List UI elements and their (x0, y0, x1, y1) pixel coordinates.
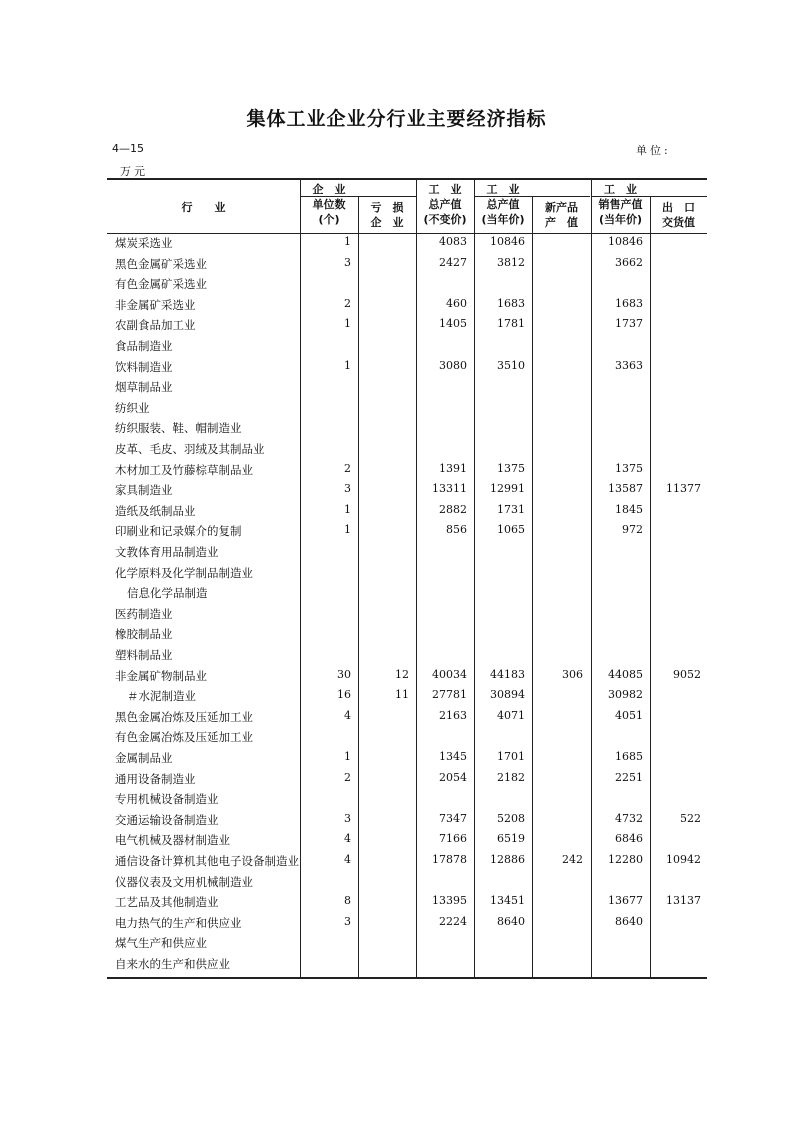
table-cell: 2 (344, 770, 351, 784)
industry-name: 电力热气的生产和供应业 (115, 915, 242, 930)
table-cell: 1405 (439, 317, 467, 331)
table-cell: 2 (344, 296, 351, 310)
header-industry-label: 行 业 (181, 201, 226, 214)
header-text: 企 业 (312, 183, 346, 196)
table-cell: 44085 (608, 667, 643, 681)
table-cell: 1 (344, 750, 351, 763)
table-cell: 2224 (439, 914, 467, 928)
table-row (0, 400, 793, 420)
unit-value: 万元 (120, 165, 148, 178)
table-cell: 12 (395, 667, 409, 681)
header-output-current (474, 182, 532, 227)
table-cell: 2427 (439, 255, 467, 269)
table-row (0, 544, 793, 564)
header-text: 工 业 (604, 183, 637, 196)
industry-name: 非金属矿物制品业 (115, 668, 207, 683)
table-cell: 2054 (439, 770, 467, 784)
table-cell: 2163 (439, 708, 467, 722)
table-cell: 4 (344, 853, 351, 866)
industry-name: 塑料制品业 (115, 648, 173, 662)
table-row (0, 565, 793, 585)
table-cell: 4051 (615, 708, 643, 722)
industry-name: 通信设备计算机其他电子设备制造业 (115, 854, 299, 868)
table-cell: 40034 (432, 667, 467, 681)
table-cell: 4 (344, 832, 351, 846)
table-cell: 12991 (490, 482, 525, 496)
industry-name: ＃水泥制造业 (127, 689, 196, 704)
header-text: 产 值 (545, 216, 578, 229)
table-row (0, 626, 793, 646)
table-row (0, 771, 793, 791)
industry-name: 印刷业和记录媒介的复制 (115, 524, 242, 539)
table-cell: 4732 (615, 811, 643, 825)
table-cell: 12886 (490, 853, 525, 866)
header-industry (107, 200, 300, 215)
industry-name: 交通运输设备制造业 (115, 812, 219, 827)
table-cell: 460 (446, 296, 467, 310)
industry-name: 自来水的生产和供应业 (115, 957, 230, 971)
table-cell: 1 (344, 523, 351, 537)
table-cell: 3363 (615, 358, 643, 372)
table-row (0, 791, 793, 811)
table-cell: 2251 (615, 770, 643, 784)
header-new-product (532, 200, 591, 230)
table-row (0, 420, 793, 440)
table-cell: 1 (344, 502, 351, 516)
table-cell: 30982 (608, 688, 643, 702)
table-row (0, 668, 793, 688)
industry-name: 文教体育用品制造业 (115, 545, 219, 559)
table-row (0, 894, 793, 914)
industry-name: 造纸及纸制品业 (115, 503, 196, 518)
table-row (0, 709, 793, 729)
header-text: (个) (318, 213, 340, 226)
industry-name: 黑色金属矿采选业 (115, 256, 207, 271)
table-cell: 10846 (490, 235, 525, 248)
table-row (0, 276, 793, 296)
table-cell: 3080 (439, 358, 467, 372)
industry-name: 食品制造业 (115, 339, 173, 353)
table-cell: 2182 (497, 770, 525, 784)
table-cell: 9052 (673, 667, 701, 681)
table-row (0, 688, 793, 708)
header-text: (当年价) (481, 213, 525, 226)
table-cell: 1065 (497, 523, 525, 537)
table-row (0, 729, 793, 749)
industry-name: 饮料制造业 (115, 359, 173, 374)
table-cell: 306 (562, 667, 583, 681)
table-cell: 522 (680, 811, 701, 825)
table-row (0, 379, 793, 399)
industry-name: 信息化学品制造 (127, 586, 208, 601)
table-cell: 1 (344, 358, 351, 372)
table-cell: 13677 (608, 894, 643, 908)
unit-label: 单位: (636, 144, 671, 157)
page-title: 集体工业企业分行业主要经济指标 (246, 108, 547, 130)
table-cell: 11 (395, 688, 409, 702)
table-row (0, 853, 793, 873)
table-cell: 6846 (615, 832, 643, 846)
table-cell: 2 (344, 461, 351, 475)
table-cell: 3662 (615, 255, 643, 269)
table-cell: 1391 (439, 461, 467, 475)
header-text: 单位数 (312, 198, 346, 211)
table-cell: 13395 (432, 894, 467, 908)
industry-name: 橡胶制品业 (115, 627, 173, 642)
table-cell: 1 (344, 317, 351, 331)
header-text: (当年价) (598, 213, 643, 226)
table-cell: 3510 (497, 358, 525, 372)
table-row (0, 935, 793, 955)
industry-name: 农副食品加工业 (115, 318, 196, 333)
table-cell: 972 (622, 523, 643, 537)
table-cell: 30 (337, 667, 351, 681)
table-row (0, 297, 793, 317)
industry-name: 仪器仪表及文用机械制造业 (115, 874, 253, 889)
industry-name: 木材加工及竹藤棕草制品业 (115, 462, 253, 477)
table-row (0, 832, 793, 852)
table-cell: 8640 (497, 914, 525, 928)
table-row (0, 359, 793, 379)
industry-name: 工艺品及其他制造业 (115, 895, 219, 910)
table-cell: 13451 (490, 894, 525, 908)
table-cell: 3 (344, 255, 351, 269)
header-bottom-rule (107, 233, 707, 234)
table-cell: 7347 (439, 811, 467, 825)
table-cell: 5208 (497, 811, 525, 825)
table-cell: 13311 (432, 482, 467, 496)
table-row (0, 585, 793, 605)
table-cell: 856 (446, 523, 467, 537)
table-row (0, 503, 793, 523)
table-cell: 3 (344, 482, 351, 496)
table-cell: 1701 (497, 750, 525, 763)
table-cell: 4071 (497, 708, 525, 722)
industry-name: 医药制造业 (115, 606, 173, 621)
table-row (0, 606, 793, 626)
table-cell: 10942 (666, 853, 701, 866)
table-row (0, 956, 793, 976)
table-row (0, 915, 793, 935)
header-text: 工 业 (428, 183, 462, 196)
table-row (0, 338, 793, 358)
industry-name: 电气机械及器材制造业 (115, 833, 230, 848)
industry-name: 非金属矿采选业 (115, 297, 196, 312)
industry-name: 化学原料及化学制品制造业 (115, 565, 253, 580)
table-cell: 1731 (497, 502, 525, 516)
header-output-constant (416, 182, 474, 227)
header-text: 亏 损 (370, 201, 404, 214)
header-text: 总产值 (428, 198, 462, 211)
table-cell: 1 (344, 235, 351, 248)
table-cell: 10846 (608, 235, 643, 248)
table-cell: 2882 (439, 502, 467, 516)
table-cell: 1781 (497, 317, 525, 331)
table-row (0, 523, 793, 543)
industry-name: 煤气生产和供应业 (115, 936, 207, 951)
industry-name: 金属制品业 (115, 751, 173, 765)
table-row (0, 462, 793, 482)
table-cell: 1685 (615, 750, 643, 763)
table-cell: 13587 (608, 482, 643, 496)
industry-name: 有色金属矿采选业 (115, 277, 207, 292)
table-cell: 44183 (490, 667, 525, 681)
table-row (0, 812, 793, 832)
table-cell: 3 (344, 914, 351, 928)
table-cell: 27781 (432, 688, 467, 702)
industry-name: 纺织服装、鞋、帽制造业 (115, 421, 242, 436)
table-number: 4—15 (112, 142, 144, 155)
industry-name: 黑色金属冶炼及压延加工业 (115, 709, 253, 724)
table-row (0, 750, 793, 770)
header-text: 新产品 (545, 201, 578, 214)
table-cell: 1683 (497, 296, 525, 310)
table-cell: 17878 (432, 853, 467, 866)
header-export (650, 200, 707, 230)
table-cell: 16 (337, 688, 351, 702)
header-text: 交货值 (662, 216, 695, 229)
table-row (0, 317, 793, 337)
table-cell: 3812 (497, 255, 525, 269)
table-cell: 242 (562, 853, 583, 866)
header-loss-enterprises (358, 200, 416, 230)
header-text: (不变价) (423, 213, 467, 226)
table-row (0, 482, 793, 502)
table-cell: 1737 (615, 317, 643, 331)
industry-name: 通用设备制造业 (115, 771, 196, 786)
table-bottom-rule (107, 977, 707, 979)
table-cell: 1375 (497, 461, 525, 475)
header-sales-output (591, 182, 650, 227)
industry-name: 有色金属冶炼及压延加工业 (115, 730, 253, 745)
table-row (0, 441, 793, 461)
table-cell: 8640 (615, 914, 643, 928)
header-text: 总产值 (486, 198, 520, 211)
table-cell: 4 (344, 708, 351, 722)
table-cell: 8 (344, 894, 351, 908)
table-cell: 11377 (666, 482, 701, 496)
header-text: 出 口 (662, 201, 695, 214)
table-cell: 6519 (497, 832, 525, 846)
header-text: 工 业 (486, 183, 520, 196)
table-row (0, 647, 793, 667)
table-row (0, 235, 793, 255)
header-text: 企 业 (370, 216, 404, 229)
industry-name: 烟草制品业 (115, 380, 173, 395)
table-cell: 1375 (615, 461, 643, 475)
table-row (0, 874, 793, 894)
table-row (0, 256, 793, 276)
industry-name: 煤炭采选业 (115, 236, 173, 250)
industry-name: 皮革、毛皮、羽绒及其制品业 (115, 442, 265, 456)
industry-name: 家具制造业 (115, 483, 173, 498)
table-cell: 1845 (615, 502, 643, 516)
industry-name: 纺织业 (115, 400, 150, 415)
table-top-rule (107, 178, 707, 180)
header-text: 销售产值 (598, 198, 643, 211)
table-cell: 12280 (608, 853, 643, 866)
table-cell: 7166 (439, 832, 467, 846)
table-cell: 13137 (666, 894, 701, 908)
header-enterprise-count (300, 182, 358, 227)
table-cell: 1683 (615, 296, 643, 310)
table-cell: 4083 (439, 235, 467, 248)
table-cell: 30894 (490, 688, 525, 702)
industry-name: 专用机械设备制造业 (115, 792, 219, 807)
table-cell: 1345 (439, 750, 467, 763)
table-cell: 3 (344, 811, 351, 825)
